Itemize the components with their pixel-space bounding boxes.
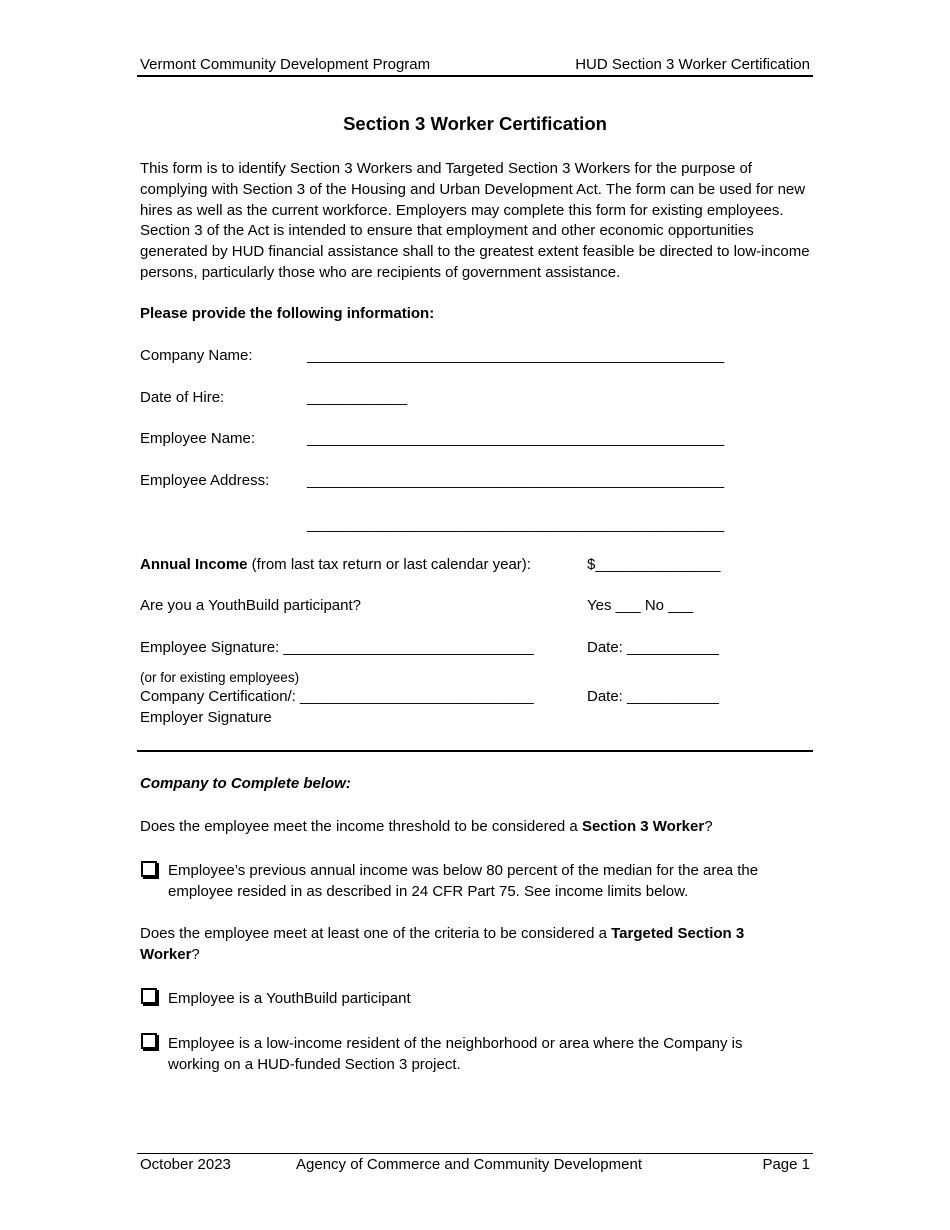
section-divider — [137, 750, 813, 752]
employee-signature-date-field[interactable]: Date: ___________ — [587, 639, 719, 656]
low-income-resident-checkbox[interactable] — [141, 1033, 157, 1049]
youthbuild-answer-field[interactable]: Yes ___ No ___ — [587, 597, 694, 614]
page-title: Section 3 Worker Certification — [343, 113, 607, 134]
annual-income-label-bold: Annual Income — [140, 556, 248, 573]
income-below-80-checkbox[interactable] — [141, 861, 157, 877]
employer-signature-label: Employer Signature — [140, 709, 272, 726]
date-of-hire-field[interactable]: ____________ — [307, 389, 408, 406]
employee-address-label: Employee Address: — [140, 472, 270, 489]
date-of-hire-label: Date of Hire: — [140, 389, 225, 406]
footer-agency: Agency of Commerce and Community Development — [296, 1156, 642, 1173]
youthbuild-checkbox[interactable] — [141, 988, 157, 1004]
annual-income-label — [140, 555, 531, 576]
income-below-80-label: Employee’s previous annual income was below 80 percent of the median for the area the employee resided in as described in 24 CFR Part 75. See income limits below. — [168, 862, 759, 900]
q2-end: ? — [191, 945, 200, 963]
q2-text: Does the employee meet at least one of the criteria to be considered a — [140, 925, 612, 942]
header-form-title: HUD Section 3 Worker Certification — [575, 56, 810, 73]
employee-signature-field[interactable]: Employee Signature: ______________________________ — [140, 639, 534, 656]
company-certification-field[interactable]: Company Certification/: ____________________________ — [140, 688, 534, 705]
employee-address-field-line2[interactable]: __________________________________________________ — [307, 516, 725, 533]
low-income-resident-label: Employee is a low-income resident of the neighborhood or area where the Company is working on a HUD-funded Section 3 project. — [168, 1035, 743, 1073]
header-rule — [137, 75, 813, 77]
youthbuild-question: Are you a YouthBuild participant? — [140, 597, 361, 614]
targeted-worker-question — [140, 924, 800, 966]
company-certification-date-field[interactable]: Date: ___________ — [587, 688, 719, 705]
employee-name-label: Employee Name: — [140, 430, 256, 447]
employee-address-field[interactable]: __________________________________________________ — [307, 472, 725, 489]
intro-paragraph: This form is to identify Section 3 Workers and Targeted Section 3 Workers for the purpose of complying with Section 3 of the Housing and Urban Development Act. The form can be used for new hires as well as the current workforce. Employers may complete this form for existing employees. Section 3 of the Act is intended to ensure that employment and other economic opportunities generated by HUD financial assistance shall to the greatest extent feasible be directed to low-income persons, particularly those who are recipients of government assistance. — [140, 160, 810, 281]
youthbuild-option-label: Employee is a YouthBuild participant — [168, 990, 411, 1007]
company-name-field[interactable]: __________________________________________________ — [307, 347, 725, 364]
q1-bold: Section 3 Worker — [581, 818, 705, 835]
q2-bold: Targeted Section 3 Worker — [140, 925, 745, 963]
annual-income-field[interactable]: $_______________ — [587, 556, 721, 573]
company-section-heading: Company to Complete below: — [140, 775, 351, 792]
footer-rule — [137, 1153, 813, 1154]
company-name-label: Company Name: — [140, 347, 253, 364]
footer-date: October 2023 — [140, 1156, 231, 1173]
footer-page-number: Page 1 — [762, 1156, 810, 1173]
q1-end: ? — [704, 818, 713, 835]
income-threshold-question — [140, 817, 713, 838]
header-program: Vermont Community Development Program — [140, 56, 431, 73]
info-heading: Please provide the following information: — [140, 305, 435, 322]
employee-name-field[interactable]: __________________________________________________ — [307, 430, 725, 447]
existing-employees-note: (or for existing employees) — [140, 670, 300, 685]
annual-income-label-rest: (from last tax return or last calendar year): — [247, 556, 531, 573]
q1-text: Does the employee meet the income threshold to be considered a — [140, 818, 582, 835]
